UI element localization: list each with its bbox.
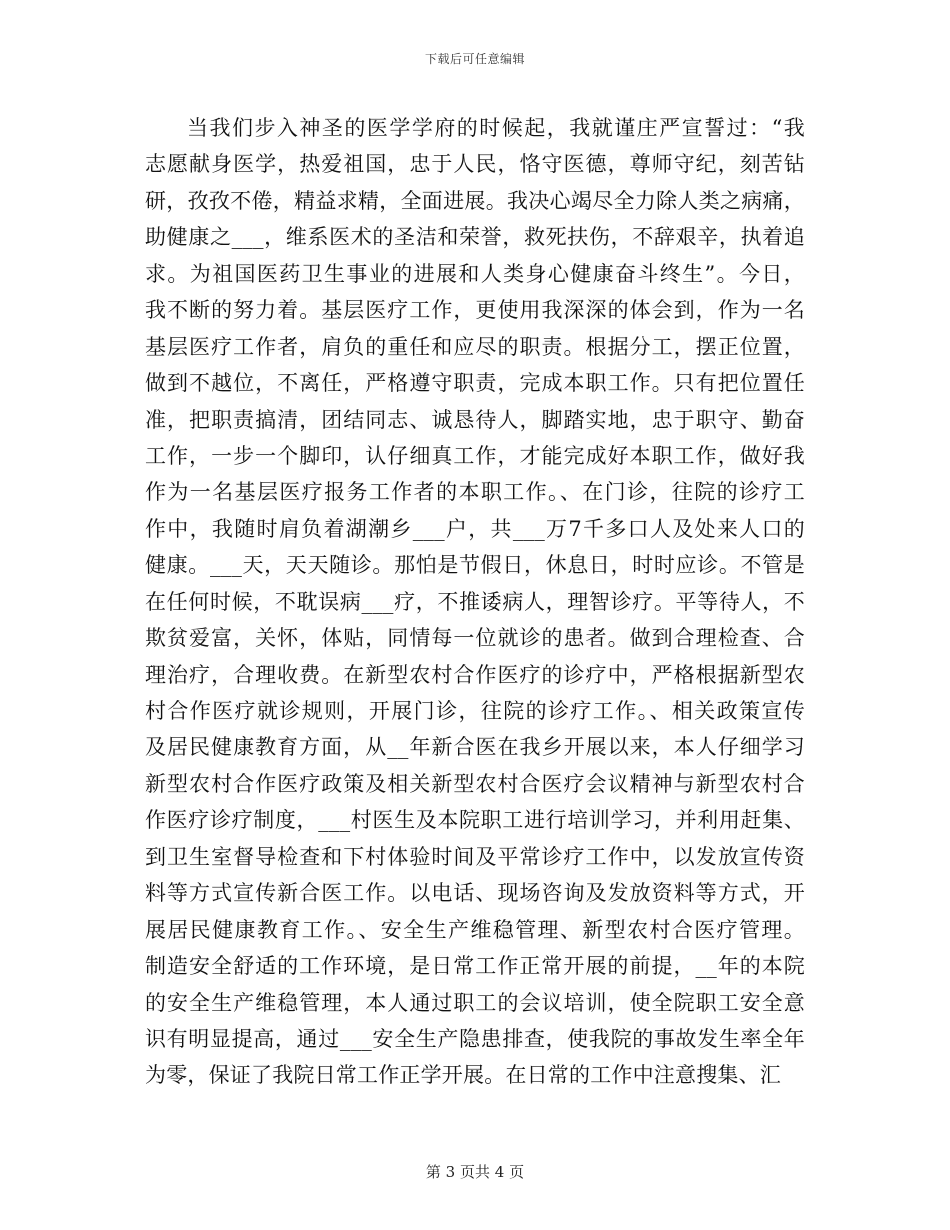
body-line: 作中，我随时肩负着湖潮乡___户，共___万7千多口人及处来人口的 xyxy=(145,516,805,541)
body-line: 健康。___天，天天随诊。那怕是节假日，休息日，时时应诊。不管是 xyxy=(145,553,805,578)
body-line: 欺贫爱富，关怀，体贴，同情每一位就诊的患者。做到合理检查、合 xyxy=(145,626,805,651)
body-line: 村合作医疗就诊规则，开展门诊，往院的诊疗工作。、相关政策宣传 xyxy=(145,699,805,723)
body-line: 到卫生室督导检查和下村体验时间及平常诊疗工作中，以发放宣传资 xyxy=(145,844,805,869)
body-line: 在任何时候，不耽误病___疗，不推诿病人，理智诊疗。平等待人，不 xyxy=(145,589,805,614)
body-line: 求。为祖国医药卫生事业的进展和人类身心健康奋斗终生”。今日， xyxy=(145,261,805,286)
page-footer: 第 3 页共 4 页 xyxy=(425,1163,525,1181)
body-line: 的安全生产维稳管理，本人通过职工的会议培训，使全院职工安全意 xyxy=(145,990,805,1015)
body-line: 志愿献身医学，热爱祖国，忠于人民，恪守医德，尊师守纪，刻苦钻 xyxy=(145,152,805,177)
body-line: 基层医疗工作者，肩负的重任和应尽的职责。根据分工，摆正位置， xyxy=(145,334,805,359)
body-line: 理治疗，合理收费。在新型农村合作医疗的诊疗中，严格根据新型农 xyxy=(145,662,805,687)
body-line: 作为一名基层医疗报务工作者的本职工作。、在门诊，往院的诊疗工 xyxy=(145,480,805,505)
body-line: 制造安全舒适的工作环境，是日常工作正常开展的前提，__年的本院 xyxy=(145,954,805,979)
body-line: 做到不越位，不离任，严格遵守职责，完成本职工作。只有把位置任 xyxy=(145,371,805,396)
body-line: 作医疗诊疗制度，___村医生及本院职工进行培训学习，并利用赶集、 xyxy=(145,808,805,833)
body-line: 我不断的努力着。基层医疗工作，更使用我深深的体会到，作为一名 xyxy=(145,298,805,323)
body-line: 助健康之___，维系医术的圣洁和荣誉，救死扶伤，不辞艰辛，执着追 xyxy=(145,225,805,250)
body-line: 当我们步入神圣的医学学府的时候起，我就谨庄严宣誓过：“我 xyxy=(187,116,805,140)
body-line: 识有明显提高，通过___安全生产隐患排查，使我院的事故发生率全年 xyxy=(145,1026,805,1051)
body-line: 新型农村合作医疗政策及相关新型农村合医疗会议精神与新型农村合 xyxy=(145,771,805,796)
body-line: 及居民健康教育方面，从__年新合医在我乡开展以来，本人仔细学习 xyxy=(145,735,805,760)
body-line: 工作，一步一个脚印，认仔细真工作，才能完成好本职工作，做好我 xyxy=(145,443,805,468)
body-line: 料等方式宣传新合医工作。以电话、现场咨询及发放资料等方式，开 xyxy=(145,881,805,906)
body-line: 准，把职责搞清，团结同志、诚恳待人，脚踏实地，忠于职守、勤奋 xyxy=(145,407,805,432)
page-header: 下载后可任意编辑 xyxy=(424,52,525,66)
body-line: 为零，保证了我院日常工作正学开展。在日常的工作中注意搜集、汇 xyxy=(145,1063,781,1088)
document-body xyxy=(145,110,805,1094)
body-line: 展居民健康教育工作。、安全生产维稳管理、新型农村合医疗管理。 xyxy=(145,917,805,942)
body-line: 研，孜孜不倦，精益求精，全面进展。我决心竭尽全力除人类之病痛， xyxy=(145,188,805,213)
